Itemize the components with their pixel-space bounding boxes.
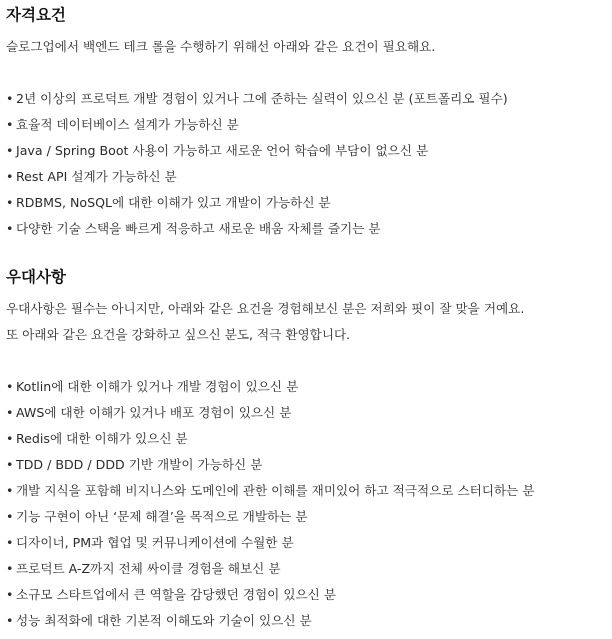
list-item bbox=[6, 504, 610, 530]
list-item-text: 2년 이상의 프로덕트 개발 경험이 있거나 그에 준하는 실력이 있으신 분 (포트폴리오 필수) bbox=[16, 91, 508, 106]
list-item bbox=[6, 112, 610, 138]
list-item-text: 성능 최적화에 대한 기본적 이해도와 기술이 있으신 분 bbox=[16, 613, 312, 628]
bullet-icon: • bbox=[6, 535, 14, 550]
list-item-text: Redis에 대한 이해가 있으신 분 bbox=[16, 431, 188, 446]
list-item-text: Rest API 설계가 가능하신 분 bbox=[16, 169, 177, 184]
list-item bbox=[6, 556, 610, 582]
requirements-intro: 슬로그업에서 백엔드 테크 롤을 수행하기 위해선 아래와 같은 요건이 필요해요. bbox=[6, 39, 436, 54]
blank-line bbox=[6, 348, 610, 374]
list-item-text: TDD / BDD / DDD 기반 개발이 가능하신 분 bbox=[16, 457, 263, 472]
bullet-icon: • bbox=[6, 221, 14, 236]
bullet-icon: • bbox=[6, 143, 14, 158]
list-item-text: 효율적 데이터베이스 설계가 가능하신 분 bbox=[16, 117, 239, 132]
requirements-heading: 자격요건 bbox=[6, 6, 66, 24]
bullet-icon: • bbox=[6, 587, 14, 602]
bullet-icon: • bbox=[6, 117, 14, 132]
list-item bbox=[6, 400, 610, 426]
bullet-icon: • bbox=[6, 195, 14, 210]
preferred-intro-line: 또 아래와 같은 요건을 강화하고 싶으신 분도, 적극 환영합니다. bbox=[6, 327, 351, 342]
list-item-text: 기능 구현이 아닌 ‘문제 해결’을 목적으로 개발하는 분 bbox=[16, 509, 308, 524]
preferred-intro-line: 우대사항은 필수는 아니지만, 아래와 같은 요건을 경험해보신 분은 저희와 핏이 잘 맞을 거예요. bbox=[6, 301, 525, 316]
bullet-icon: • bbox=[6, 561, 14, 576]
list-item bbox=[6, 452, 610, 478]
list-item-text: Java / Spring Boot 사용이 가능하고 새로운 언어 학습에 부담이 없으신 분 bbox=[16, 143, 429, 158]
list-item bbox=[6, 86, 610, 112]
preferred-list bbox=[6, 374, 610, 634]
list-item bbox=[6, 190, 610, 216]
bullet-icon: • bbox=[6, 169, 14, 184]
list-item bbox=[6, 608, 610, 634]
requirements-section bbox=[6, 34, 610, 242]
bullet-icon: • bbox=[6, 457, 14, 472]
bullet-icon: • bbox=[6, 483, 14, 498]
list-item-text: AWS에 대한 이해가 있거나 배포 경험이 있으신 분 bbox=[16, 405, 292, 420]
list-item bbox=[6, 426, 610, 452]
list-item-text: RDBMS, NoSQL에 대한 이해가 있고 개발이 가능하신 분 bbox=[16, 195, 331, 210]
bullet-icon: • bbox=[6, 91, 14, 106]
list-item-text: Kotlin에 대한 이해가 있거나 개발 경험이 있으신 분 bbox=[16, 379, 299, 394]
list-item bbox=[6, 478, 610, 504]
list-item bbox=[6, 582, 610, 608]
bullet-icon: • bbox=[6, 379, 14, 394]
list-item bbox=[6, 530, 610, 556]
list-item-text: 다양한 기술 스택을 빠르게 적응하고 새로운 배움 자체를 즐기는 분 bbox=[16, 221, 381, 236]
bullet-icon: • bbox=[6, 431, 14, 446]
list-item-text: 디자이너, PM과 협업 및 커뮤니케이션에 수월한 분 bbox=[16, 535, 294, 550]
bullet-icon: • bbox=[6, 405, 14, 420]
bullet-icon: • bbox=[6, 613, 14, 628]
list-item bbox=[6, 216, 610, 242]
list-item-text: 프로덕트 A-Z까지 전체 싸이클 경험을 해보신 분 bbox=[16, 561, 281, 576]
list-item-text: 개발 지식을 포함해 비지니스와 도메인에 관한 이해를 재미있어 하고 적극적으로 스터디하는 분 bbox=[16, 483, 535, 498]
bullet-icon: • bbox=[6, 509, 14, 524]
list-item bbox=[6, 138, 610, 164]
list-item-text: 소규모 스타트업에서 큰 역할을 감당했던 경험이 있으신 분 bbox=[16, 587, 336, 602]
preferred-section bbox=[6, 296, 610, 634]
requirements-list bbox=[6, 86, 610, 242]
preferred-heading: 우대사항 bbox=[6, 268, 66, 286]
list-item bbox=[6, 164, 610, 190]
blank-line bbox=[6, 60, 610, 86]
list-item bbox=[6, 374, 610, 400]
